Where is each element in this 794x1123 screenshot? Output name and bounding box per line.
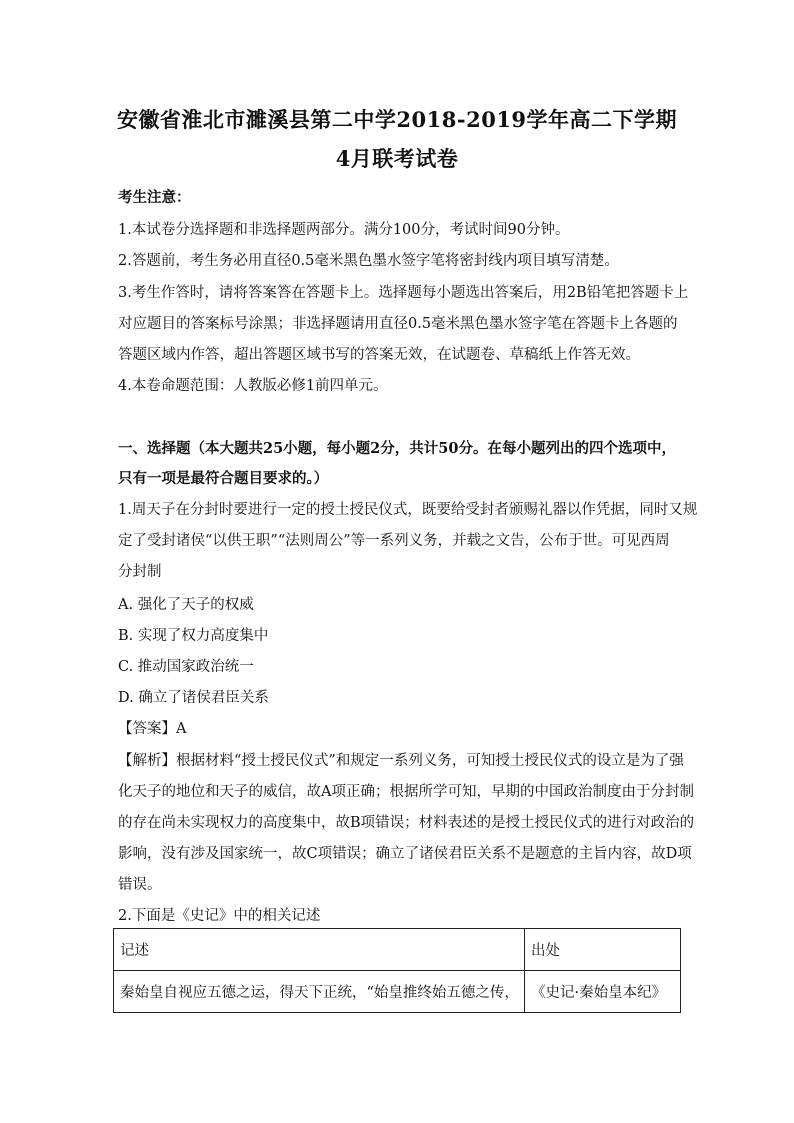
table-header: 记述 — [114, 929, 525, 971]
analysis-text: 影响，没有涉及国家统一，故C项错误；确立了诸侯君臣关系不是题意的主旨内容，故D项 — [118, 846, 692, 862]
table-header: 出处 — [525, 929, 681, 971]
question-stem: 分封制 — [118, 564, 162, 580]
analysis-text: 的存在尚未实现权力的高度集中，故B项错误；材料表述的是授土授民仪式的进行对政治的 — [118, 815, 695, 831]
option-d: D. 确立了诸侯君臣关系 — [118, 690, 269, 706]
section-heading: 一、选择题（本大题共25小题，每小题2分，共计50分。在每小题列出的四个选项中， — [118, 440, 676, 457]
notice-item-3-cont: 答题区域内作答，超出答题区域书写的答案无效，在试题卷、草稿纸上作答无效。 — [118, 347, 640, 363]
answer-label: 【答案】A — [118, 721, 187, 737]
section-heading-cont: 只有一项是最符合题目要求的。） — [118, 470, 329, 487]
notice-item-4: 4.本卷命题范围：人教版必修1前四单元。 — [118, 378, 388, 394]
table-cell: 秦始皇自视应五德之运，得天下正统，“始皇推终始五德之传， — [114, 971, 525, 1013]
question-stem: 定了受封诸侯“以供王职”“法则周公”等一系列义务，并载之文告，公布于世。可见西周 — [118, 533, 670, 549]
option-a: A. 强化了天子的权威 — [118, 597, 254, 613]
option-c: C. 推动国家政治统一 — [118, 659, 254, 675]
table-row — [114, 971, 681, 1013]
question-2-stem: 2.下面是《史记》中的相关记述 — [118, 908, 321, 924]
question-stem: 1.周天子在分封时要进行一定的授土授民仪式，既要给受封者颁赐礼器以作凭据，同时又规 — [118, 502, 698, 518]
source-table — [113, 928, 681, 1013]
notice-item-3-cont: 对应题目的答案标号涂黑；非选择题请用直径0.5毫米黑色墨水签字笔在答题卡上各题的 — [118, 316, 678, 332]
analysis-text: 【解析】根据材料“授土授民仪式”和规定一系列义务，可知授土授民仪式的设立是为了强 — [118, 753, 684, 769]
page-subtitle: 4月联考试卷 — [335, 146, 459, 171]
notice-item-2: 2.答题前，考生务必用直径0.5毫米黑色墨水签字笔将密封线内项目填写清楚。 — [118, 253, 619, 269]
notice-heading: 考生注意： — [118, 189, 191, 206]
page-title: 安徽省淮北市濉溪县第二中学2018-2019学年高二下学期 — [116, 107, 678, 132]
analysis-text: 错误。 — [118, 877, 162, 893]
notice-item-1: 1.本试卷分选择题和非选择题两部分。满分100分，考试时间90分钟。 — [118, 222, 570, 238]
table-cell: 《史记·秦始皇本纪》 — [525, 971, 681, 1013]
analysis-text: 化天子的地位和天子的威信，故A项正确；根据所学可知，早期的中国政治制度由于分封制 — [118, 784, 694, 800]
option-b: B. 实现了权力高度集中 — [118, 628, 269, 644]
table-header-row — [114, 929, 681, 971]
notice-item-3: 3.考生作答时，请将答案答在答题卡上。选择题每小题选出答案后，用2B铅笔把答题卡上 — [118, 285, 689, 301]
